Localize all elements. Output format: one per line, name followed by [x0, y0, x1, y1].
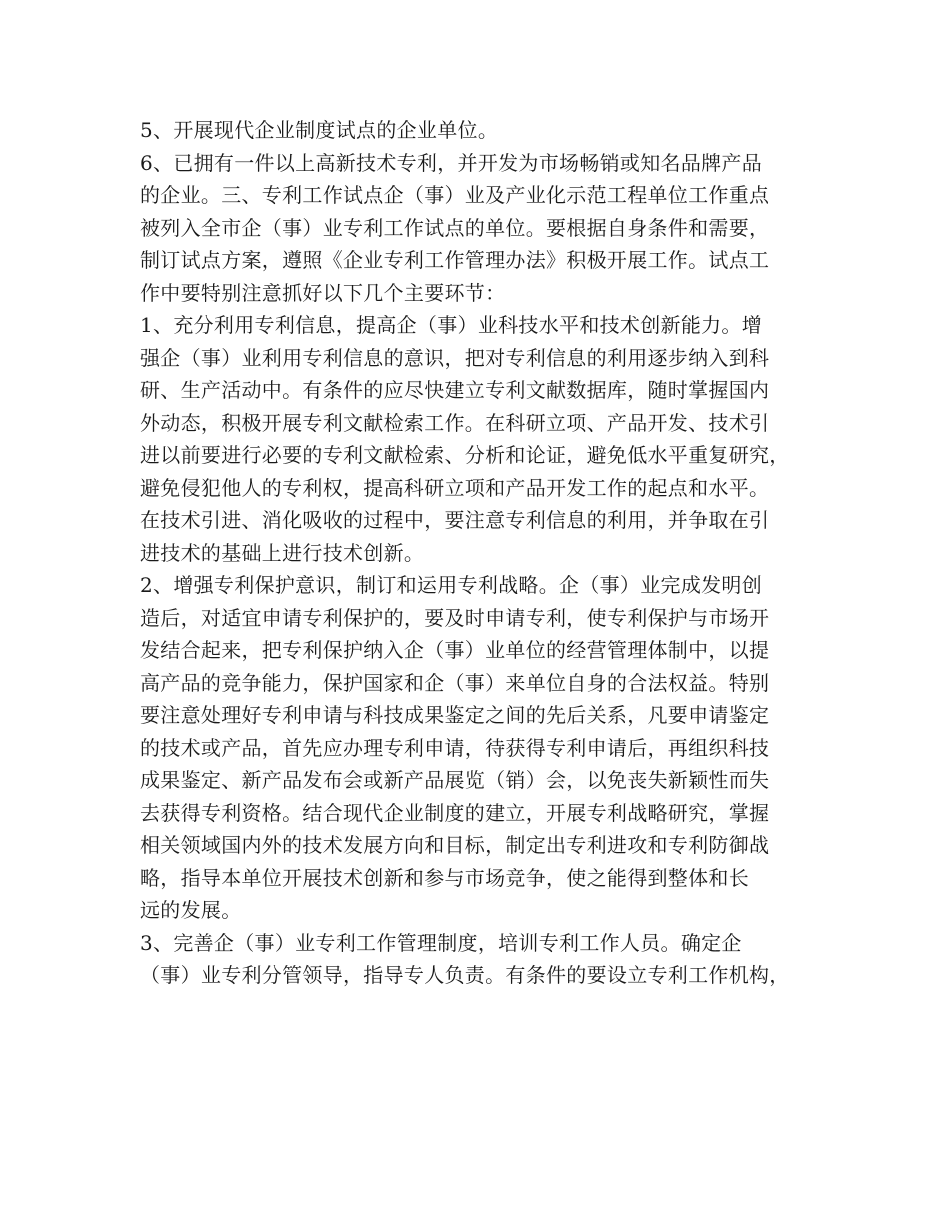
text-line: 略，指导本单位开展技术创新和参与市场竞争，使之能得到整体和长 — [140, 865, 749, 890]
text-line: 被列入全市企（事）业专利工作试点的单位。要根据自身条件和需要， — [140, 215, 770, 240]
text-line: 制订试点方案，遵照《企业专利工作管理办法》积极开展工作。试点工 — [140, 248, 770, 272]
text-line: 在技术引进、消化吸收的过程中，要注意专利信息的利用，并争取在引 — [140, 508, 770, 532]
text-line: 进以前要进行必要的专利文献检索、分析和论证，避免低水平重复研究， — [140, 443, 790, 467]
text-line: 远的发展。 — [140, 898, 242, 922]
text-line: 去获得专利资格。结合现代企业制度的建立，开展专利战略研究，掌握 — [140, 800, 770, 825]
text-line: 2、增强专利保护意识，制订和运用专利战略。企（事）业完成发明创 — [140, 573, 763, 597]
text-line: 的企业。三、专利工作试点企（事）业及产业化示范工程单位工作重点 — [140, 183, 770, 207]
text-line: 发结合起来，把专利保护纳入企（事）业单位的经营管理体制中，以提 — [140, 638, 770, 662]
text-line: 相关领域国内外的技术发展方向和目标，制定出专利进攻和专利防御战 — [140, 833, 770, 857]
text-line: 进技术的基础上进行技术创新。 — [140, 540, 425, 565]
text-line: 成果鉴定、新产品发布会或新产品展览（销）会，以免丧失新颖性而失 — [140, 768, 770, 792]
text-line: 避免侵犯他人的专利权，提高科研立项和产品开发工作的起点和水平。 — [140, 475, 770, 500]
text-line: 造后，对适宜申请专利保护的，要及时申请专利，使专利保护与市场开 — [140, 605, 770, 630]
body-text — [140, 114, 820, 992]
text-line: 要注意处理好专利申请与科技成果鉴定之间的先后关系，凡要申请鉴定 — [140, 703, 770, 727]
text-line: 6、已拥有一件以上高新技术专利，并开发为市场畅销或知名品牌产品 — [140, 150, 763, 175]
text-line: 1、充分利用专利信息，提高企（事）业科技水平和技术创新能力。增 — [140, 313, 763, 337]
text-line: 研、生产活动中。有条件的应尽快建立专利文献数据库，随时掌握国内 — [140, 378, 770, 402]
text-line: 高产品的竞争能力，保护国家和企（事）来单位自身的合法权益。特别 — [140, 670, 770, 695]
text-line: （事）业专利分管领导，指导专人负责。有条件的要设立专利工作机构， — [140, 963, 790, 987]
text-line: 强企（事）业利用专利信息的意识，把对专利信息的利用逐步纳入到科 — [140, 345, 770, 370]
text-line: 3、完善企（事）业专利工作管理制度，培训专利工作人员。确定企 — [140, 930, 742, 955]
text-line: 的技术或产品，首先应办理专利申请，待获得专利申请后，再组织科技 — [140, 735, 770, 760]
text-line: 作中要特别注意抓好以下几个主要环节： — [140, 280, 506, 305]
text-line: 外动态，积极开展专利文献检索工作。在科研立项、产品开发、技术引 — [140, 410, 770, 435]
text-line: 5、开展现代企业制度试点的企业单位。 — [140, 118, 499, 142]
